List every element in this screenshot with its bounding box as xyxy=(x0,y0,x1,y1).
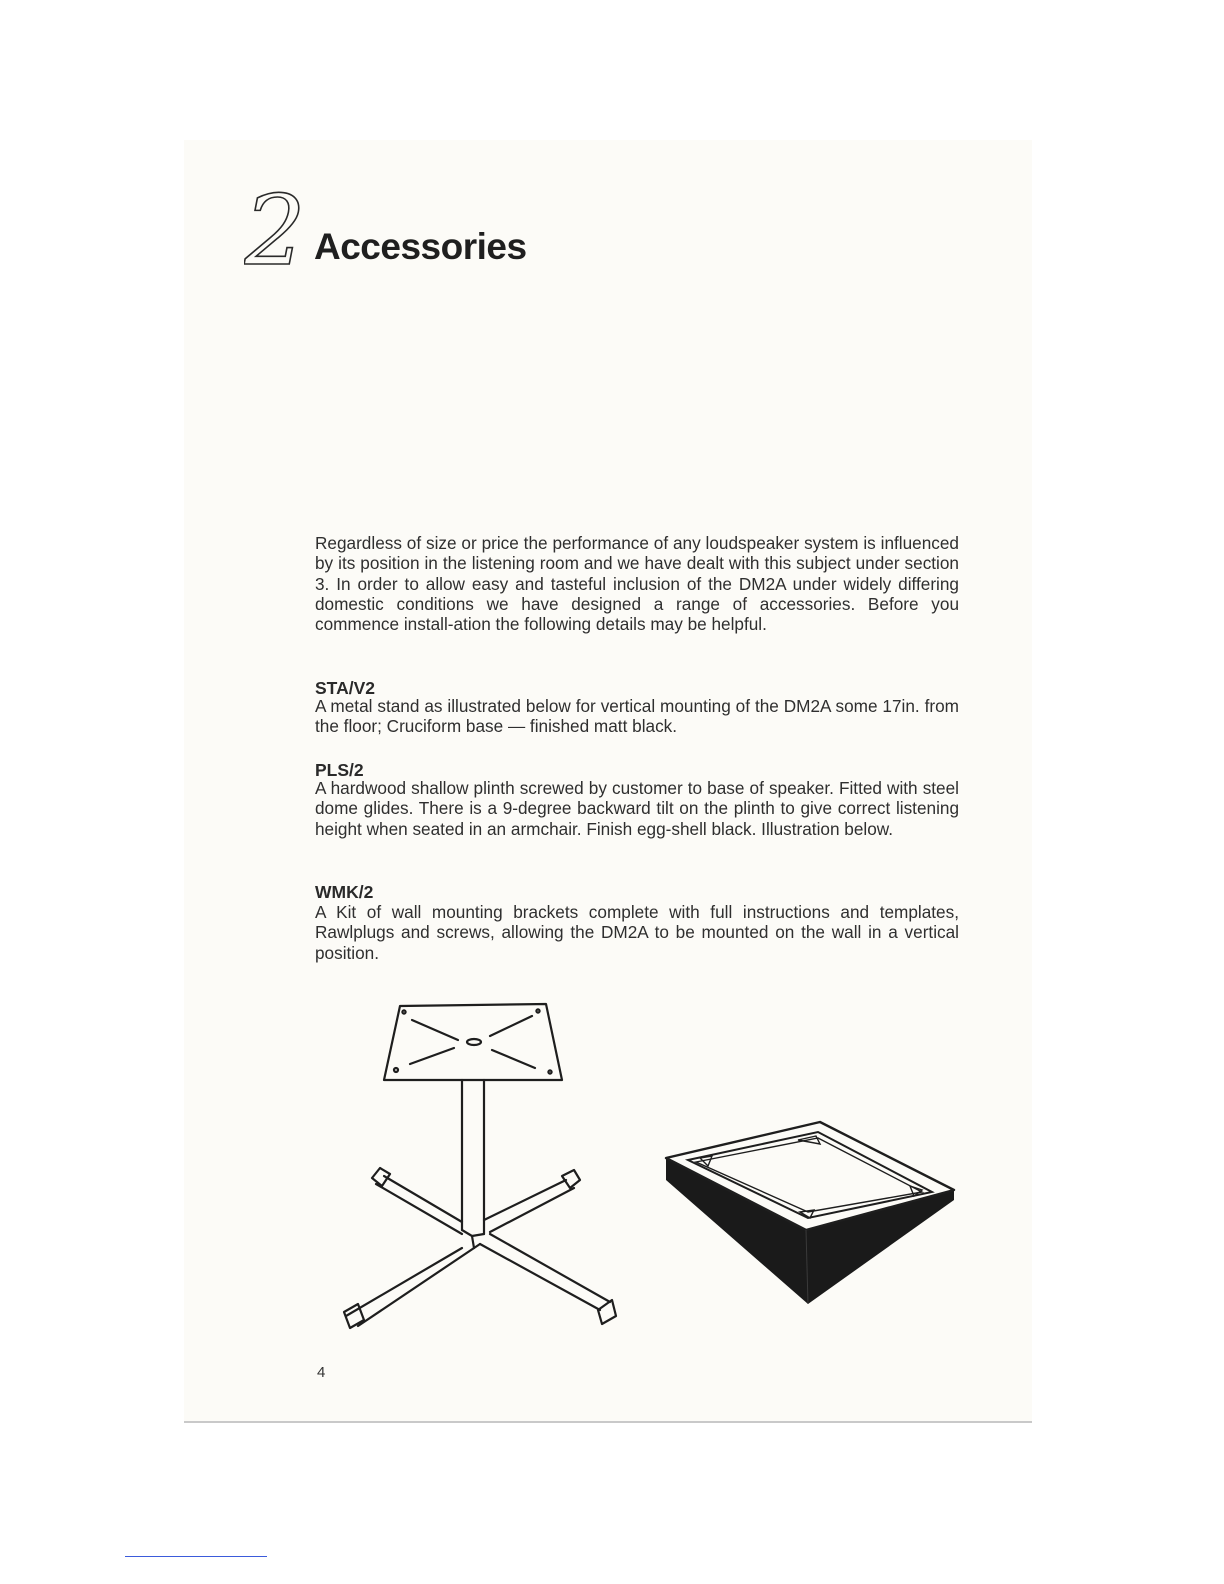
footer-link-underline[interactable] xyxy=(125,1556,267,1557)
item-heading-stand: STA/V2 xyxy=(315,678,375,698)
page-bottom-rule xyxy=(184,1421,1032,1423)
item-heading-wall-kit: WMK/2 xyxy=(315,882,374,902)
chapter-number-glyph xyxy=(244,186,306,272)
item-description-stand: A metal stand as illustrated below for vertical mounting of the DM2A some 17in. from the floor; Cruciform base — finished matt black. xyxy=(315,696,959,737)
intro-paragraph: Regardless of size or price the performance of any loudspeaker system is influenced by its position in the listening room and we have dealt with this subject under section 3. In order to allow easy and tasteful inclusion of the DM2A under widely differing domestic conditions we have designed a range of accessories. Before you commence install-ation the following details may be helpful. xyxy=(315,533,959,635)
svg-text:2: 2 xyxy=(244,186,306,272)
item-description-plinth: A hardwood shallow plinth screwed by customer to base of speaker. Fitted with steel dome glides. There is a 9-degree backward tilt on the plinth to give correct listening height when seated in an armchair. Finish egg-shell black. Illustration below. xyxy=(315,778,959,839)
item-description-wall-kit: A Kit of wall mounting brackets complete with full instructions and templates, Rawlplugs and screws, allowing the DM2A to be mounted on the wall in a vertical position. xyxy=(315,902,959,963)
metal-stand-illustration xyxy=(330,998,630,1338)
section-title: Accessories xyxy=(314,226,527,267)
page-number: 4 xyxy=(317,1364,326,1381)
item-heading-plinth: PLS/2 xyxy=(315,760,364,780)
plinth-illustration xyxy=(660,1118,960,1308)
